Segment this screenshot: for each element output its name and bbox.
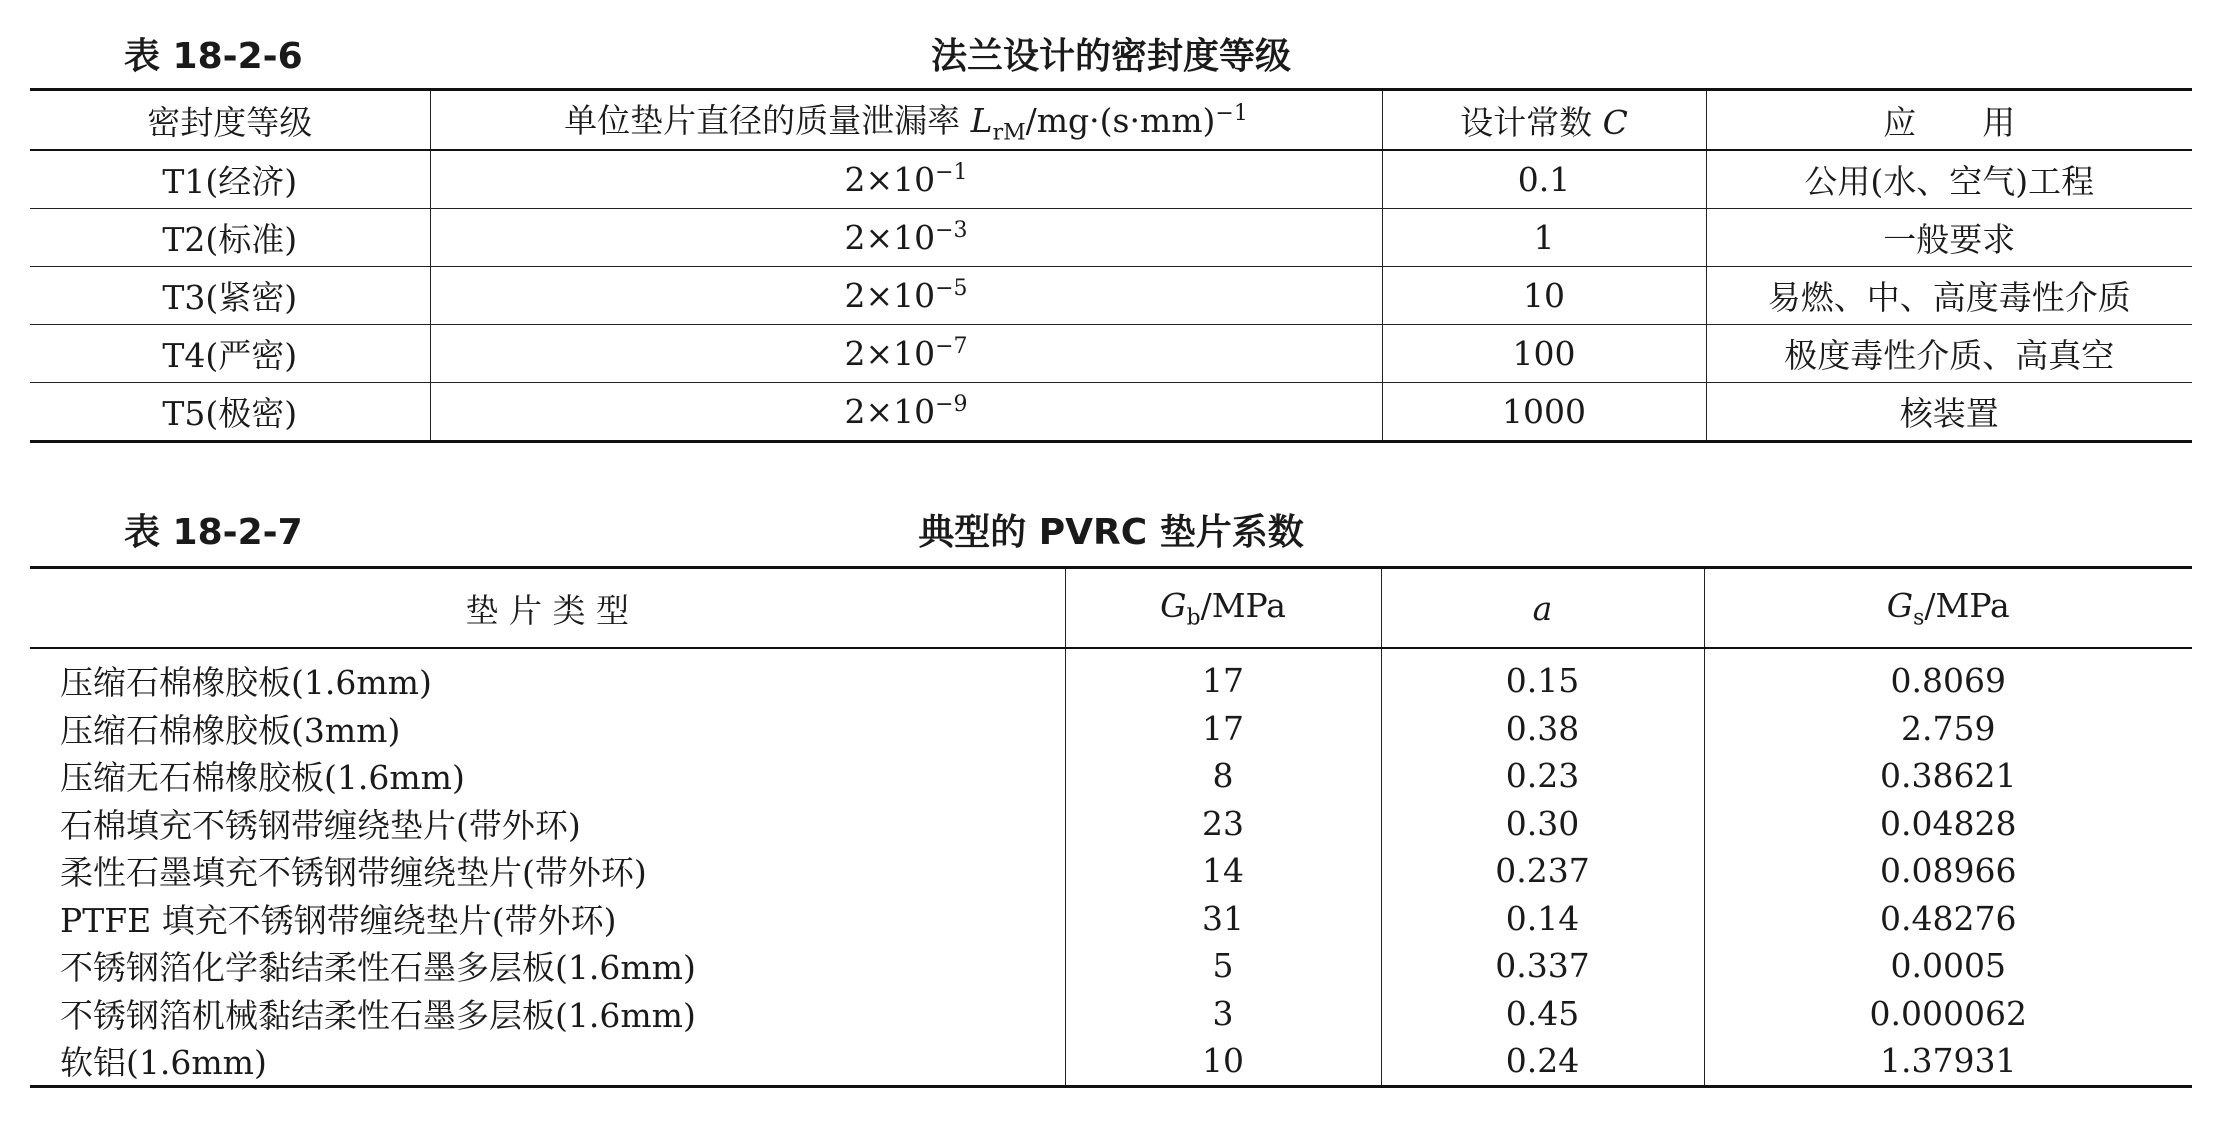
table2-caption (0, 498, 2222, 558)
table1-number: 表 18-2-6 (124, 36, 303, 77)
cell-design-constant: 1 (1382, 209, 1706, 267)
cell-leak-rate-base: 2×10 (844, 160, 936, 199)
table-row (30, 325, 2192, 383)
header-a-symbol: a (1532, 588, 1553, 628)
cell-a: 0.15 (1381, 648, 1704, 705)
cell-gasket-type: PTFE 填充不锈钢带缠绕垫片(带外环) (60, 900, 617, 940)
cell-leak-rate-base: 2×10 (844, 334, 936, 373)
cell-gb: 10 (1065, 1037, 1381, 1086)
header-design-constant-prefix: 设计常数 (1460, 102, 1603, 142)
header-gs-subscript: s (1913, 605, 1925, 631)
header-design-constant (1382, 90, 1706, 151)
table-row (30, 847, 2192, 895)
table-row (30, 267, 2192, 325)
cell-a: 0.45 (1381, 990, 1704, 1038)
table-row (30, 942, 2192, 990)
table-row (30, 752, 2192, 800)
header-leak-rate-symbol: L (970, 100, 993, 140)
cell-gasket-type: 压缩石棉橡胶板(3mm) (60, 710, 401, 750)
cell-leak-rate-exponent: −3 (935, 218, 968, 243)
cell-design-constant: 100 (1382, 325, 1706, 383)
cell-gasket-type: 石棉填充不锈钢带缠绕垫片(带外环) (60, 805, 581, 845)
cell-leak-rate (430, 383, 1382, 442)
cell-leak-rate (430, 325, 1382, 383)
cell-grade: T4(严密) (30, 325, 430, 383)
cell-gasket-type: 压缩石棉橡胶板(1.6mm) (60, 663, 432, 703)
table1-header-row (30, 90, 2192, 151)
cell-gs: 2.759 (1704, 705, 2192, 753)
cell-gb: 23 (1065, 800, 1381, 848)
cell-a: 0.237 (1381, 847, 1704, 895)
cell-leak-rate-exponent: −1 (935, 160, 968, 185)
table-row (30, 895, 2192, 943)
cell-leak-rate (430, 150, 1382, 209)
header-gs-unit: /MPa (1924, 585, 2010, 625)
header-a (1381, 568, 1704, 649)
sealing-grade-table (30, 88, 2192, 443)
header-gb-subscript: b (1186, 605, 1201, 631)
header-gasket-type: 垫 片 类 型 (30, 568, 1065, 649)
cell-grade: T1(经济) (162, 162, 298, 201)
cell-leak-rate-base: 2×10 (844, 276, 936, 315)
table2-number: 表 18-2-7 (124, 512, 303, 553)
cell-grade: T5(极密) (30, 383, 430, 442)
cell-gb: 31 (1065, 895, 1381, 943)
cell-design-constant: 10 (1382, 267, 1706, 325)
cell-gb: 3 (1065, 990, 1381, 1038)
cell-a: 0.30 (1381, 800, 1704, 848)
cell-design-constant: 0.1 (1382, 150, 1706, 209)
table-row (30, 648, 2192, 705)
cell-gs: 0.48276 (1704, 895, 2192, 943)
header-gs (1704, 568, 2192, 649)
header-leak-rate-exponent: −1 (1215, 100, 1248, 126)
cell-gb: 17 (1065, 648, 1381, 705)
cell-gb: 14 (1065, 847, 1381, 895)
cell-leak-rate (430, 267, 1382, 325)
cell-gasket-type: 不锈钢箔化学黏结柔性石墨多层板(1.6mm) (60, 948, 696, 988)
table-row (30, 1037, 2192, 1086)
cell-gs: 0.000062 (1704, 990, 2192, 1038)
cell-grade: T2(标准) (30, 209, 430, 267)
cell-a: 0.337 (1381, 942, 1704, 990)
cell-application: 核装置 (1706, 383, 2192, 442)
cell-gasket-type: 柔性石墨填充不锈钢带缠绕垫片(带外环) (60, 853, 647, 893)
cell-gs: 0.8069 (1704, 648, 2192, 705)
cell-gs: 0.04828 (1704, 800, 2192, 848)
cell-a: 0.24 (1381, 1037, 1704, 1086)
cell-application: 极度毒性介质、高真空 (1706, 325, 2192, 383)
table-row (30, 383, 2192, 442)
cell-gb: 8 (1065, 752, 1381, 800)
header-gb-symbol: G (1160, 585, 1187, 625)
header-leak-rate-unit: /mg·(s·mm) (1025, 100, 1216, 140)
cell-a: 0.38 (1381, 705, 1704, 753)
table1-title: 法兰设计的密封度等级 (930, 36, 1291, 77)
cell-application: 公用(水、空气)工程 (1706, 150, 2192, 209)
cell-application: 易燃、中、高度毒性介质 (1706, 267, 2192, 325)
cell-a: 0.14 (1381, 895, 1704, 943)
header-application: 应 用 (1706, 90, 2192, 151)
table-row (30, 800, 2192, 848)
cell-grade: T3(紧密) (30, 267, 430, 325)
header-gb-unit: /MPa (1200, 585, 1286, 625)
cell-gs: 0.08966 (1704, 847, 2192, 895)
cell-design-constant: 1000 (1382, 383, 1706, 442)
table2-header-row (30, 568, 2192, 649)
table-row (30, 150, 2192, 209)
cell-gb: 17 (1065, 705, 1381, 753)
header-leak-rate (430, 90, 1382, 151)
header-leak-rate-prefix: 单位垫片直径的质量泄漏率 (564, 100, 971, 140)
cell-a: 0.23 (1381, 752, 1704, 800)
cell-gasket-type: 软铝(1.6mm) (60, 1043, 267, 1083)
table-row (30, 209, 2192, 267)
cell-leak-rate (430, 209, 1382, 267)
cell-gs: 1.37931 (1704, 1037, 2192, 1086)
header-design-constant-symbol: C (1602, 102, 1628, 142)
cell-gasket-type: 不锈钢箔机械黏结柔性石墨多层板(1.6mm) (60, 995, 696, 1035)
cell-leak-rate-base: 2×10 (844, 218, 936, 257)
table1-caption (0, 22, 2222, 82)
header-gs-symbol: G (1886, 585, 1914, 625)
cell-leak-rate-exponent: −5 (935, 276, 968, 301)
cell-gs: 0.38621 (1704, 752, 2192, 800)
cell-leak-rate-base: 2×10 (844, 392, 936, 431)
header-grade: 密封度等级 (30, 90, 430, 151)
cell-gb: 5 (1065, 942, 1381, 990)
cell-leak-rate-exponent: −7 (935, 334, 968, 359)
cell-gasket-type: 压缩无石棉橡胶板(1.6mm) (60, 758, 465, 798)
pvrc-gasket-coefficient-table (30, 566, 2192, 1088)
header-leak-rate-subscript: rM (992, 120, 1026, 146)
table-row (30, 990, 2192, 1038)
header-gb (1065, 568, 1381, 649)
cell-leak-rate-exponent: −9 (935, 392, 968, 417)
table2-title: 典型的 PVRC 垫片系数 (918, 512, 1304, 553)
table-row (30, 705, 2192, 753)
cell-gs: 0.0005 (1704, 942, 2192, 990)
cell-application: 一般要求 (1706, 209, 2192, 267)
